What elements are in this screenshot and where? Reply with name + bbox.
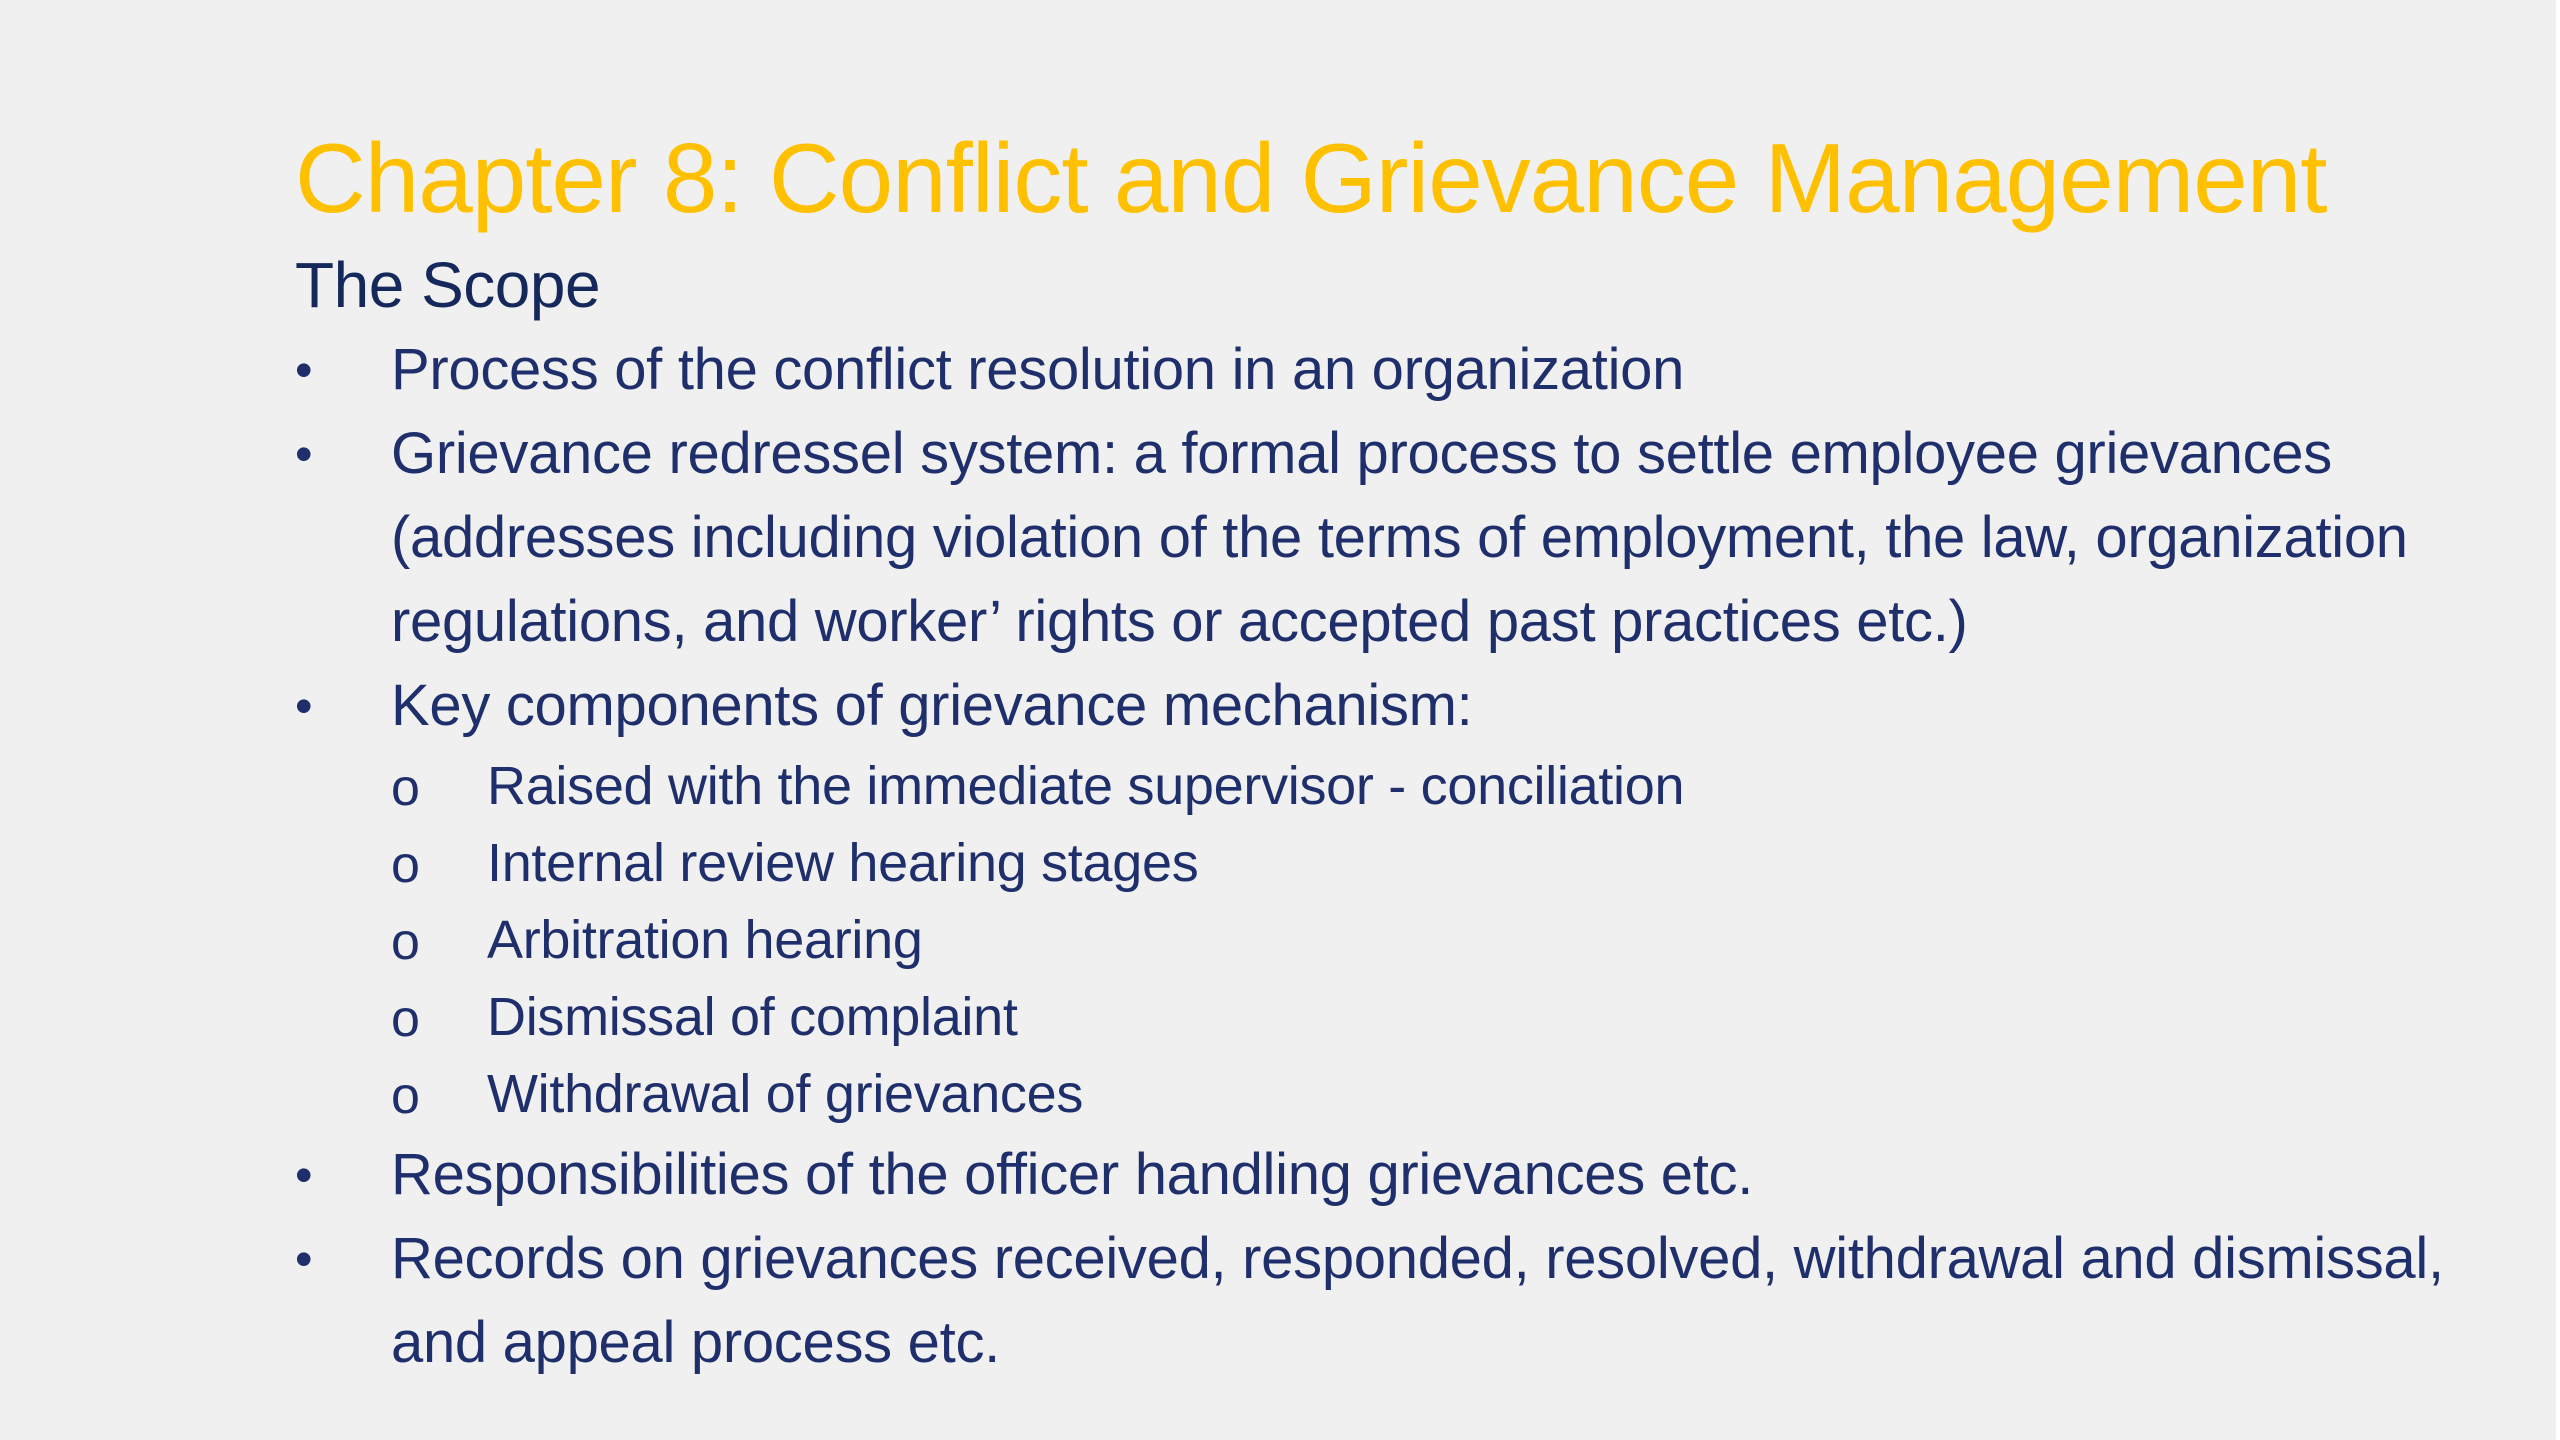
sub-bullet-text: Raised with the immediate supervisor - conciliation xyxy=(487,756,1685,816)
bullet-item xyxy=(295,328,2535,412)
sub-bullet-list xyxy=(391,748,2535,1133)
bullet-marker: • xyxy=(295,1231,313,1287)
bullet-text: Records on grievances received, responded, resolved, withdrawal and dismissal, and appeal process etc. xyxy=(391,1226,2444,1375)
bullet-marker: • xyxy=(295,1147,313,1203)
slide-edge xyxy=(2556,0,2560,1440)
sub-bullet-marker: o xyxy=(391,990,420,1048)
sub-bullet-marker: o xyxy=(391,1067,420,1125)
sub-bullet-text: Dismissal of complaint xyxy=(487,987,1018,1047)
bullet-marker: • xyxy=(295,342,313,398)
bullet-text: Process of the conflict resolution in an organization xyxy=(391,337,1685,402)
bullet-marker: • xyxy=(295,678,313,734)
sub-bullet-marker: o xyxy=(391,759,420,817)
sub-bullet-marker: o xyxy=(391,913,420,971)
bullet-text: Key components of grievance mechanism: xyxy=(391,673,1473,738)
sub-bullet-text: Arbitration hearing xyxy=(487,910,923,970)
bullet-item xyxy=(295,1217,2535,1385)
slide-title: Chapter 8: Conflict and Grievance Management xyxy=(295,123,2327,233)
bullet-item xyxy=(295,664,2535,1133)
sub-bullet-item xyxy=(391,825,2535,902)
sub-bullet-marker: o xyxy=(391,836,420,894)
bullet-list xyxy=(295,328,2535,1385)
slide-subtitle: The Scope xyxy=(295,249,601,321)
sub-bullet-text: Withdrawal of grievances xyxy=(487,1064,1084,1124)
bullet-item xyxy=(295,412,2535,664)
sub-bullet-text: Internal review hearing stages xyxy=(487,833,1199,893)
bullet-text: Responsibilities of the officer handling grievances etc. xyxy=(391,1142,1754,1207)
bullet-text: Grievance redressel system: a formal process to settle employee grievances (addresses including violation of the terms of employment, the law, organization regulations, and worker’ rights or accepted past practices etc.) xyxy=(391,421,2408,654)
sub-bullet-item xyxy=(391,902,2535,979)
bullet-marker: • xyxy=(295,426,313,482)
sub-bullet-item xyxy=(391,1056,2535,1133)
sub-bullet-item xyxy=(391,979,2535,1056)
sub-bullet-item xyxy=(391,748,2535,825)
bullet-item xyxy=(295,1133,2535,1217)
